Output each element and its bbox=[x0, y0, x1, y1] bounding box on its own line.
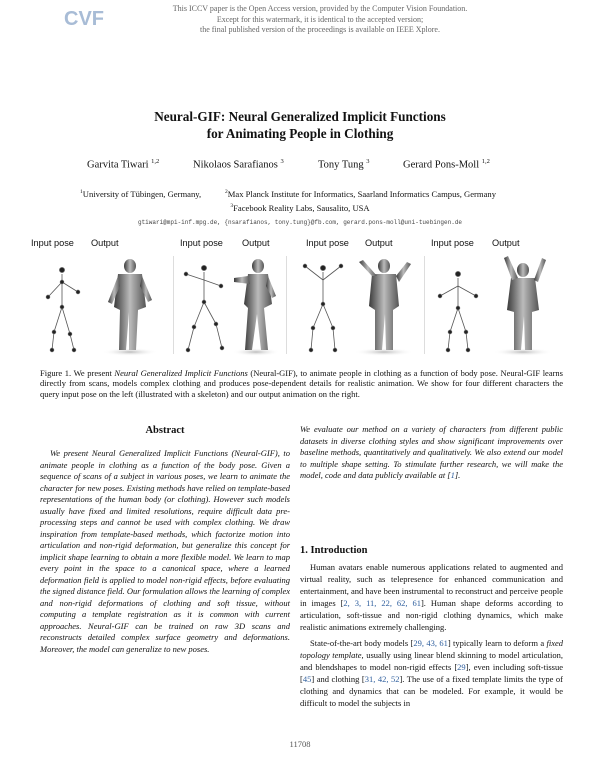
avatar-output bbox=[108, 259, 152, 350]
author-sup: 1,2 bbox=[481, 158, 490, 165]
abstract-paragraph-2 bbox=[300, 424, 563, 482]
figure-label-output: Output bbox=[242, 238, 270, 248]
author bbox=[403, 158, 490, 171]
watermark-line: This ICCV paper is the Open Access version, provided by the Computer Vision Foundation. bbox=[172, 4, 468, 13]
caption-text: (Neural-GIF), to animate people in clothing as a function of body pose. Neural-GIF learns directly from scans, models complex clothing and produces pose-dependent details for realistic animation. We show for four different characters the query input pose on the left (illustrated with a skeleton) and our output animation on the right. bbox=[40, 368, 563, 399]
intro-text: ]. The use of a fixed template limits the type of clothing and dynamics that can be modeled. For example, it would be difficult to model the subjects in bbox=[300, 673, 563, 708]
author-name: Garvita Tiwari bbox=[87, 159, 149, 171]
figure-divider bbox=[424, 256, 425, 354]
skeleton-input-pose bbox=[184, 266, 224, 352]
figure-label-output: Output bbox=[492, 238, 520, 248]
abstract-text: ]. bbox=[454, 470, 461, 480]
author-sup: 1,2 bbox=[151, 158, 160, 165]
intro-text: ], even including soft-tissue [ bbox=[300, 661, 563, 684]
figure-label-input: Input pose bbox=[180, 238, 223, 248]
citation-link[interactable]: 29, 43, 61 bbox=[413, 638, 448, 648]
author bbox=[87, 158, 159, 171]
intro-text: , usually using linear blend skinning to model articulation, and blendshapes to model non-rigid effects [ bbox=[300, 649, 564, 672]
affiliation bbox=[80, 189, 201, 199]
affiliation bbox=[225, 189, 496, 199]
affiliation-text: Max Planck Institute for Informatics, Saarland Informatics Campus, Germany bbox=[227, 189, 496, 199]
citation-link[interactable]: 29 bbox=[457, 661, 466, 672]
author-sup: 3 bbox=[366, 158, 370, 165]
affiliation-sup: 1 bbox=[80, 189, 83, 196]
author-name: Tony Tung bbox=[318, 159, 364, 171]
skeleton-input-pose bbox=[438, 272, 478, 352]
affiliation-text: University of Tübingen, Germany, bbox=[82, 189, 202, 199]
abstract-paragraph-1: We present Neural Generalized Implicit Functions (Neural-GIF), to animate people in clothing as a function of the body pose. Given a sequence of scans of a subject in various poses, we learn to animate the character for new poses. Existing methods have relied on template-based representations of the human body (or clothing). However such models usually have fixed and limited resolutions, require difficult data pre-processing steps and cannot be used with complex clothing. We draw inspiration from template-based methods, which factorize motion into articulation and non-rigid deformation, but generalize this concept for implicit shape learning to obtain a more flexible model. We learn to map every point in the space to a canonical space, where a learned deformation field is applied to model non-rigid effects, before evaluating the signed distance field. Our formulation allows the learning of complex and non-rigid deformations of clothing and soft tissue, without computing a template registration as it is common with current approaches. Neural-GIF can be trained on raw 3D scans and reconstructs detailed complex surface geometry and deformations. Moreover, the model can generalize to new poses. bbox=[40, 448, 290, 654]
watermark-notice bbox=[120, 4, 520, 36]
figure-divider bbox=[173, 256, 174, 354]
avatar-output bbox=[504, 256, 546, 350]
watermark-line: Except for this watermark, it is identical to the accepted version; bbox=[216, 14, 424, 24]
citation-link[interactable]: 31, 42, 52 bbox=[364, 673, 400, 684]
cvf-logo-text: CVF bbox=[64, 8, 104, 30]
affiliation-text: Facebook Reality Labs, Sausalito, USA bbox=[233, 203, 370, 213]
watermark-line: the final published version of the proceedings is available on IEEE Xplore. bbox=[200, 25, 440, 34]
abstract-text: We evaluate our method on a variety of characters from different public datasets in diverse clothing styles and show significant improvements over baseline methods, quantitatively and qualitatively. We also extend our model to multiple shape setting. To stimulate further research, we will make the model, code and data publicly available at [ bbox=[300, 424, 563, 480]
caption-label: Figure 1. bbox=[40, 368, 72, 378]
author-name: Nikolaos Sarafianos bbox=[193, 159, 278, 171]
figure-panel-4 bbox=[428, 252, 568, 360]
affiliation bbox=[0, 203, 600, 213]
figure-label-input: Input pose bbox=[431, 238, 474, 248]
intro-text: Human avatars enable numerous applications related to augmented and virtual reality, such as telepresence for enhanced communication and entertainment, and have been instrumental to reconstruct and perceive people in images [ bbox=[300, 562, 563, 608]
affiliation-sup: 2 bbox=[225, 189, 228, 196]
author bbox=[193, 158, 284, 171]
author-sup: 3 bbox=[280, 158, 284, 165]
figure-label-output: Output bbox=[91, 238, 119, 248]
intro-text: ] typically learn to deform a bbox=[447, 638, 547, 648]
citation-link[interactable]: 45 bbox=[302, 673, 312, 684]
abstract-heading: Abstract bbox=[145, 425, 185, 436]
figure-caption bbox=[40, 368, 563, 399]
figure-panel-1 bbox=[30, 252, 170, 360]
avatar-output bbox=[359, 259, 411, 350]
figure-divider bbox=[286, 256, 287, 354]
figure-label-output: Output bbox=[365, 238, 393, 248]
intro-text: State-of-the-art body models [ bbox=[310, 638, 414, 648]
paper-title bbox=[0, 108, 600, 142]
citation-link[interactable]: 1 bbox=[450, 470, 455, 480]
intro-text: ]. Human shape deforms according to articulation, soft-tissue and non-rigid clothing dynamics, which make realistic animations extremely challenging. bbox=[300, 597, 564, 632]
figure-label-input: Input pose bbox=[31, 238, 74, 248]
figure-panel-2 bbox=[176, 252, 284, 360]
title-line-2: for Animating People in Clothing bbox=[206, 126, 394, 141]
title-line-1: Neural-GIF: Neural Generalized Implicit Functions bbox=[154, 109, 446, 124]
skeleton-input-pose bbox=[46, 268, 80, 352]
intro-paragraph-2 bbox=[300, 638, 563, 709]
section-heading-introduction: 1. Introduction bbox=[300, 545, 368, 556]
author bbox=[318, 158, 370, 171]
intro-text: ] and clothing [ bbox=[311, 673, 365, 684]
figure-panel-3 bbox=[289, 252, 422, 360]
skeleton-input-pose bbox=[303, 264, 343, 352]
author-emails: gtiwari@mpi-inf.mpg.de, {nsarafianos, tony.tung}@fb.com, gerard.pons-moll@uni-tuebingen.de bbox=[137, 219, 463, 226]
avatar-output bbox=[234, 259, 276, 350]
affiliation-sup: 3 bbox=[230, 203, 234, 210]
cvf-logo bbox=[62, 4, 112, 30]
caption-text: We present bbox=[71, 368, 115, 378]
figure-label-input: Input pose bbox=[306, 238, 349, 248]
author-name: Gerard Pons-Moll bbox=[403, 159, 480, 171]
intro-paragraph-1 bbox=[300, 562, 563, 633]
page-number: 11708 bbox=[289, 739, 311, 749]
citation-link[interactable]: 2, 3, 11, 22, 62, 61 bbox=[343, 597, 421, 608]
caption-emphasis: Neural Generalized Implicit Functions bbox=[114, 368, 248, 378]
intro-emphasis: fixed topology template bbox=[300, 638, 563, 660]
